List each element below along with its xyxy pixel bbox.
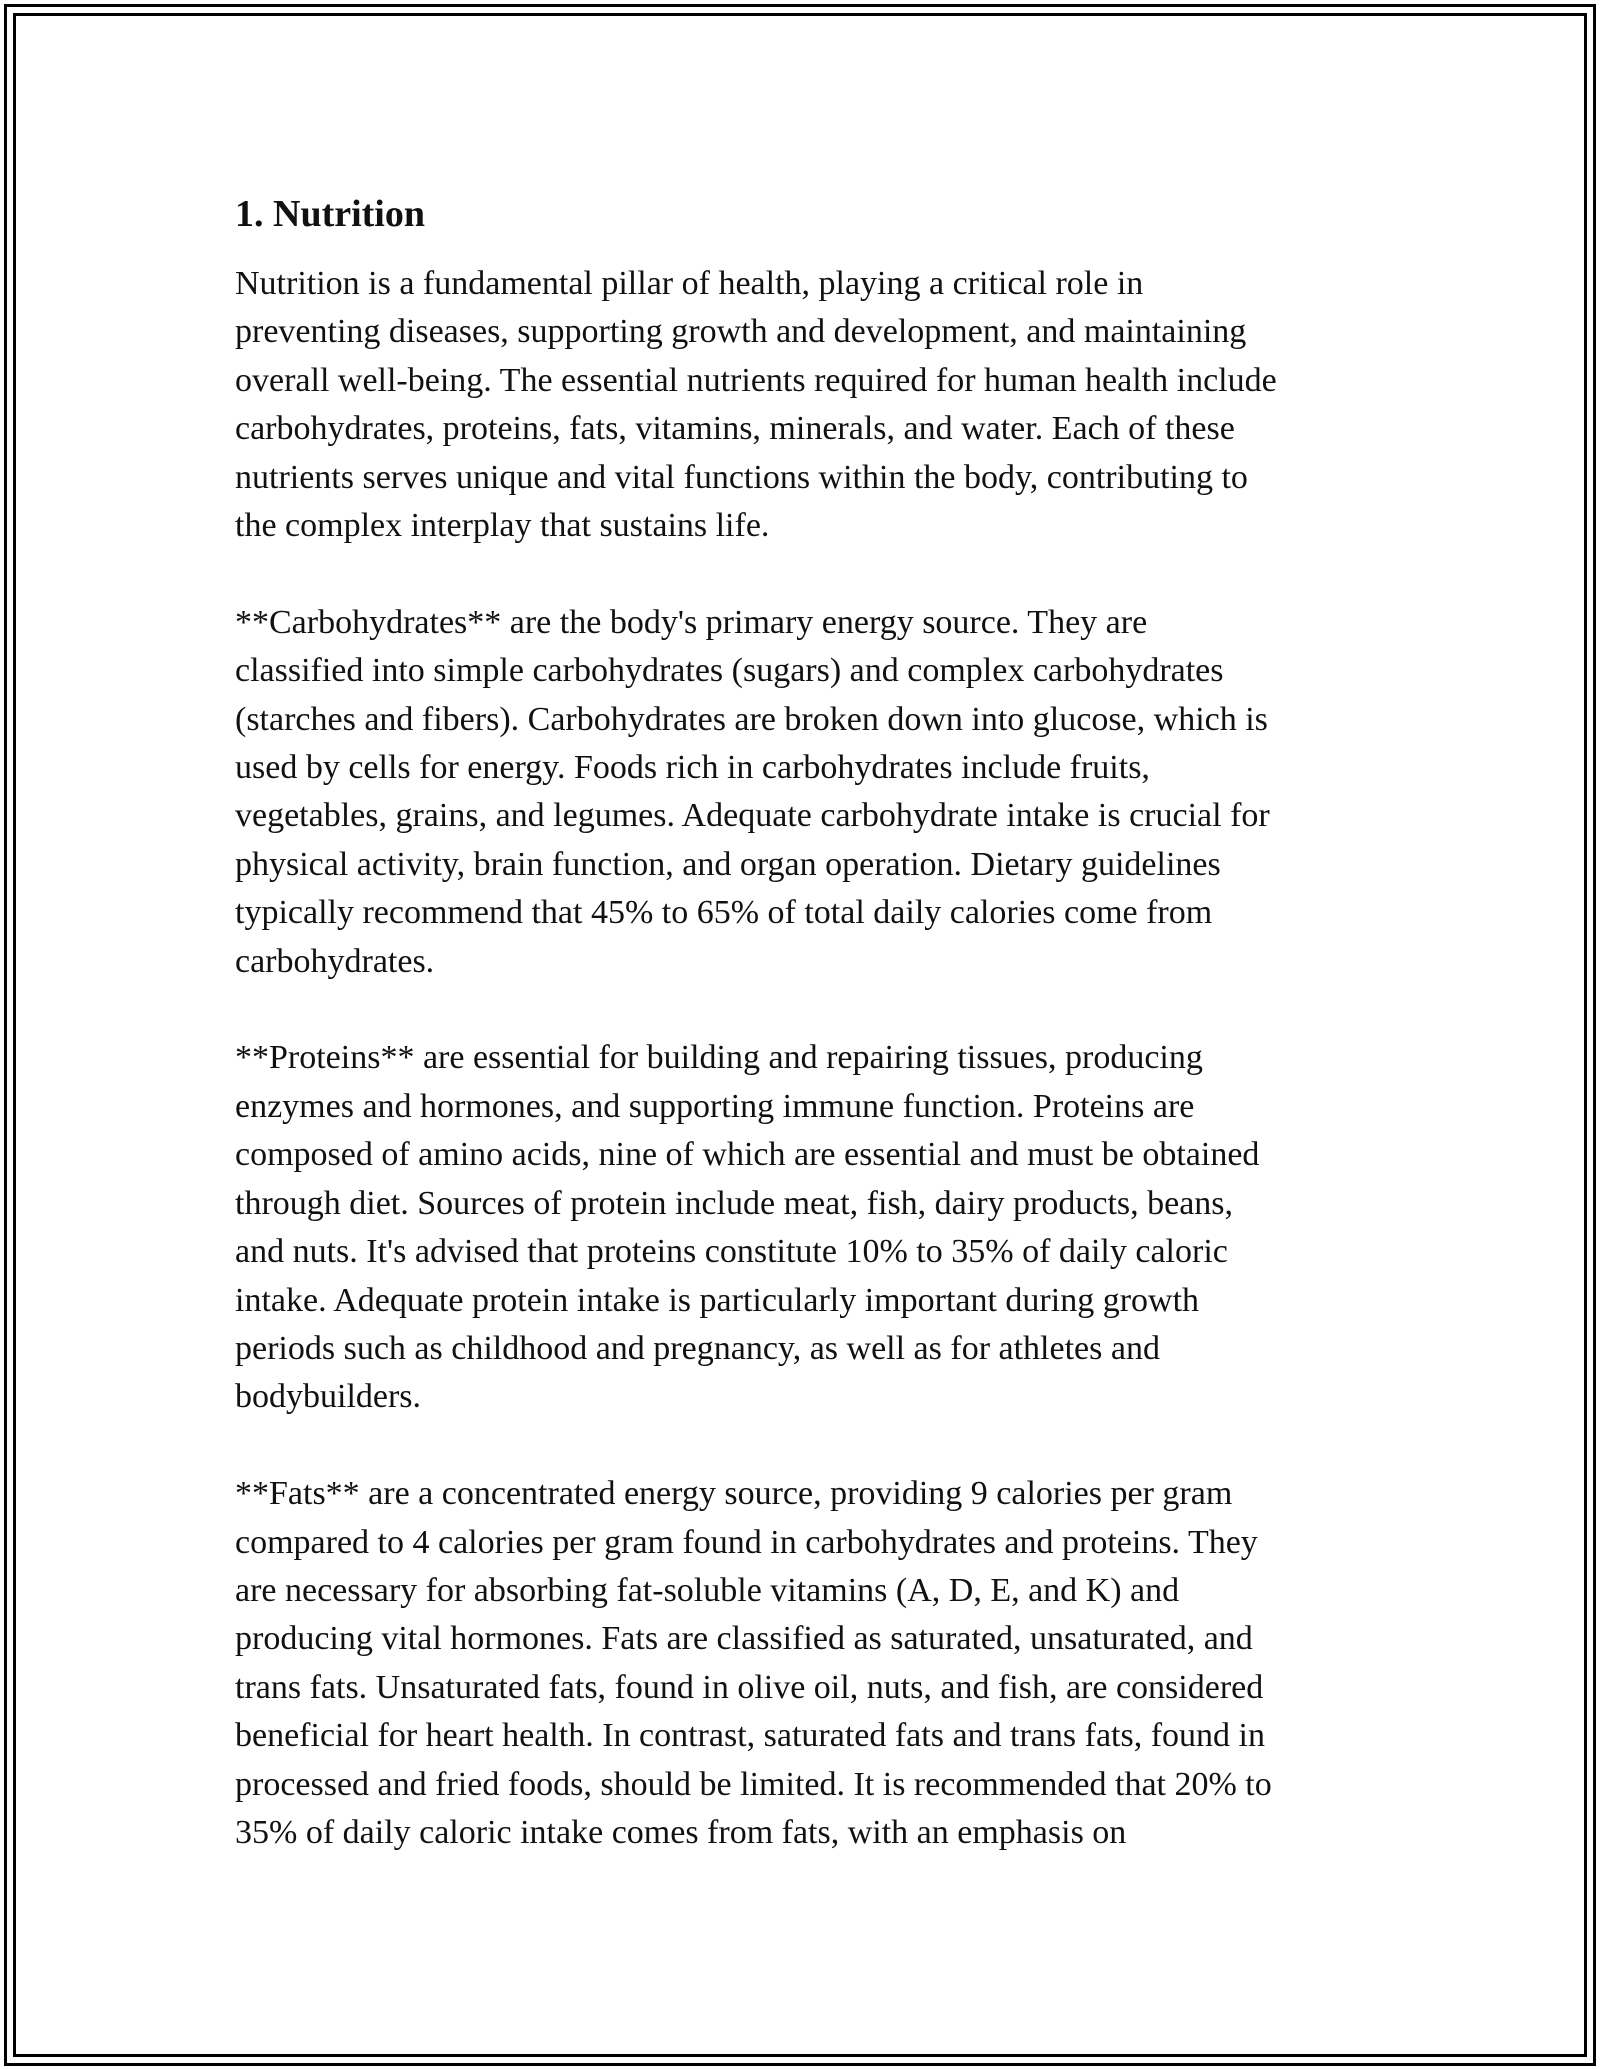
paragraph-proteins: **Proteins** are essential for building and repairing tissues, producing enzymes and hormones, and supporting immune function. Proteins are composed of amino acids, nine of which are essential and must be obtained through diet. Sources of protein include meat, fish, dairy products, beans, and nuts. It's advised that proteins constitute 10% to 35% of daily caloric intake. Adequate protein intake is particularly important during growth periods such as childhood and pregnancy, as well as for athletes and bodybuilders.: [235, 1039, 1260, 1416]
paragraph-fats: **Fats** are a concentrated energy source, providing 9 calories per gram compared to 4 calories per gram found in carbohydrates and proteins. They are necessary for absorbing fat-soluble vitamins (A, D, E, and K) and producing vital hormones. Fats are classified as saturated, unsaturated, and trans fats. Unsaturated fats, found in olive oil, nuts, and fish, are considered beneficial for heart health. In contrast, saturated fats and trans fats, found in processed and fried foods, should be limited. It is recommended that 20% to 35% of daily caloric intake comes from fats, with an emphasis on: [235, 1475, 1272, 1851]
paragraph-carbohydrates: **Carbohydrates** are the body's primary energy source. They are classified into simple carbohydrates (sugars) and complex carbohydrates (starches and fibers). Carbohydrates are broken down into glucose, which is used by cells for energy. Foods rich in carbohydrates include fruits, vegetables, grains, and legumes. Adequate carbohydrate intake is crucial for physical activity, brain function, and organ operation. Dietary guidelines typically recommend that 45% to 65% of total daily calories come from carbohydrates.: [235, 603, 1270, 980]
paragraph-intro: Nutrition is a fundamental pillar of health, playing a critical role in preventing diseases, supporting growth and development, and maintaining overall well-being. The essential nutrients required for human health include carbohydrates, proteins, fats, vitamins, minerals, and water. Each of these nutrients serves unique and vital functions within the body, contributing to the complex interplay that sustains life.: [235, 265, 1277, 545]
document-body: [235, 186, 1365, 1857]
section-heading: 1. Nutrition: [235, 193, 425, 235]
